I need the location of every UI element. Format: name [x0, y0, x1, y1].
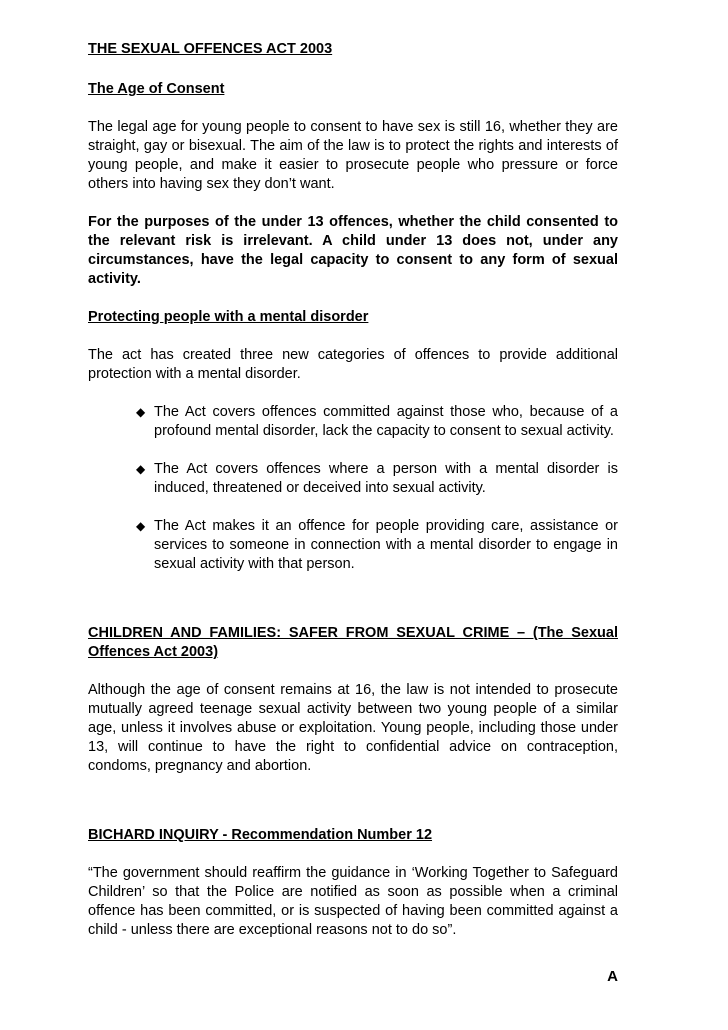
mental-disorder-bullet-list	[88, 403, 618, 574]
mental-disorder-intro: The act has created three new categories of offences to provide additional protection with a mental disorder.	[88, 347, 618, 382]
list-item	[136, 460, 618, 498]
list-item	[136, 403, 618, 441]
bichard-inquiry-heading: BICHARD INQUIRY - Recommendation Number 12	[88, 827, 433, 843]
diamond-bullet-icon: ◆	[136, 405, 146, 419]
document-title: THE SEXUAL OFFENCES ACT 2003	[88, 41, 333, 57]
under-13-paragraph: For the purposes of the under 13 offences, whether the child consented to the relevant risk is irrelevant. A child under 13 does not, under any circumstances, have the legal capacity to consent to any form of sexual activity.	[88, 214, 618, 287]
bullet-text: The Act covers offences committed against those who, because of a profound mental disorder, lack the capacity to consent to sexual activity.	[154, 404, 618, 439]
diamond-bullet-icon: ◆	[136, 462, 146, 476]
diamond-bullet-icon: ◆	[136, 519, 146, 533]
age-of-consent-heading: The Age of Consent	[88, 81, 225, 97]
bullet-text: The Act makes it an offence for people providing care, assistance or services to someone in connection with a mental disorder to engage in sexual activity with that person.	[154, 518, 618, 572]
list-item	[136, 517, 618, 574]
children-families-paragraph: Although the age of consent remains at 16, the law is not intended to prosecute mutually agreed teenage sexual activity between two young people of a similar age, unless it involves abuse or exploitation. Young people, including those under 13, will continue to have the right to confidential advice on contraception, condoms, pregnancy and abortion.	[88, 682, 618, 774]
bichard-inquiry-quote: “The government should reaffirm the guidance in ‘Working Together to Safeguard Children’ so that the Police are notified as soon as possible when a criminal offence has been committed, or is suspected of having been committed against a child - unless there are exceptional reasons not to do so”.	[88, 865, 618, 938]
age-of-consent-paragraph: The legal age for young people to consent to have sex is still 16, whether they are straight, gay or bisexual. The aim of the law is to protect the rights and interests of young people, and make it easier to prosecute people who pressure or force others into having sex they don’t want.	[88, 119, 618, 192]
mental-disorder-heading: Protecting people with a mental disorder	[88, 309, 369, 325]
appendix-letter: A	[607, 968, 618, 985]
document-page	[88, 40, 618, 940]
children-families-heading: CHILDREN AND FAMILIES: SAFER FROM SEXUAL CRIME – (The Sexual Offences Act 2003)	[88, 625, 618, 660]
bullet-text: The Act covers offences where a person with a mental disorder is induced, threatened or deceived into sexual activity.	[154, 461, 618, 496]
